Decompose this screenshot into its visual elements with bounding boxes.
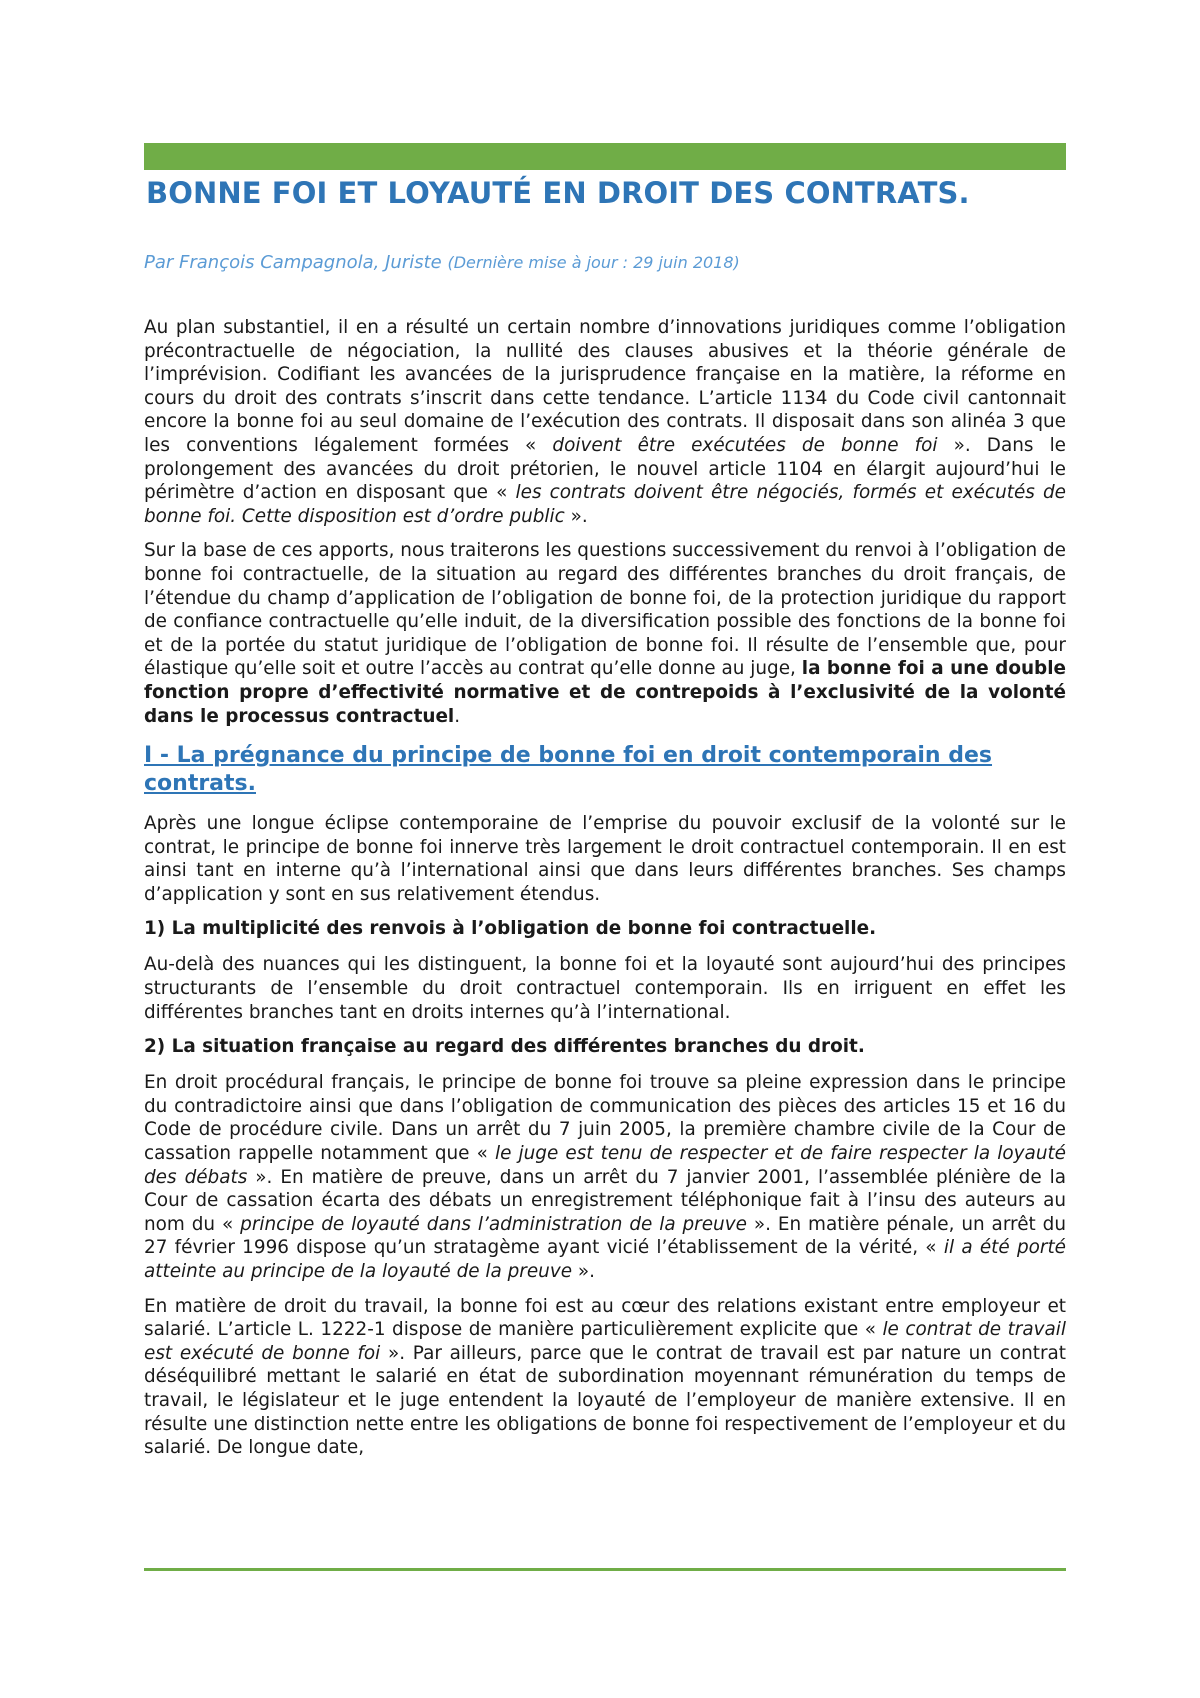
text-run: ». En matière pénale, un arrêt du 27 février 1996 dispose qu’un stratagème ayant vicié l’établissement de la vérité, « — [144, 1213, 1066, 1259]
subsection-heading-2: 2) La situation française au regard des différentes branches du droit. — [144, 1036, 865, 1058]
text-run: ». En matière de preuve, dans un arrêt du 7 janvier 2001, l’assemblée plénière de la Cour de cassation écarta des débats un enregistrement téléphonique fait à l’insu des auteurs au nom du « — [144, 1166, 1067, 1235]
intro-paragraph-1 — [144, 316, 1066, 528]
subsection-2-paragraph-2 — [144, 1295, 1066, 1460]
document-title: BONNE FOI ET LOYAUTÉ EN DROIT DES CONTRATS. — [146, 176, 970, 210]
text-run: Au plan substantiel, il en a résulté un certain nombre d’innovations juridiques comme l’obligation précontractuelle de négociation, la nullité des clauses abusives et la théorie générale de l’imprévision. Codifiant les avancées de la jurisprudence française en la matière, la réforme en cours du droit des contrats s’inscrit dans cette tendance. L’article 1134 du Code civil cantonnait encore la bonne foi au seul domaine de l’exécution des contrats. Il disposait dans son alinéa 3 que les conventions légalement formées « — [144, 317, 1066, 456]
text-run: En matière de droit du travail, la bonne foi est au cœur des relations existant entre employeur et salarié. L’article L. 1222-1 dispose de manière particulièrement explicite que « — [144, 1295, 1066, 1341]
text-run: Sur la base de ces apports, nous traiterons les questions successivement du renvoi à l’obligation de bonne foi contractuelle, de la situation au regard des différentes branches du droit français, de l’étendue du champ d’application de l’obligation de bonne foi, de la protection juridique du rapport de confiance contractuelle qu’elle induit, de la diversification possible des fonctions de la bonne foi et de la portée du statut juridique de l’obligation de bonne foi. Il résulte de l’ensemble que, pour élastique qu’elle soit et outre l’accès au contrat qu’elle donne au juge, — [144, 540, 1066, 680]
text-run: . — [454, 705, 461, 727]
section-1-paragraph-1: Après une longue éclipse contemporaine de l’emprise du pouvoir exclusif de la volonté sur le contrat, le principe de bonne foi innerve très largement le droit contractuel contemporain. Il en est ainsi tant en interne qu’à l’international ainsi que dans leurs différentes branches. Ses champs d’application y sont en sus relativement étendus. — [144, 813, 1066, 905]
subsection-1-paragraph-1: Au-delà des nuances qui les distinguent, la bonne foi et la loyauté sont aujourd’hui des principes structurants de l’ensemble du droit contractuel contemporain. Ils en irriguent en effet les différentes branches tant en droits internes qu’à l’international. — [144, 954, 1066, 1023]
intro-paragraph-2 — [144, 539, 1066, 728]
emphasis-bold: la bonne foi a une double fonction propre d’effectivité normative et de contrepoids à l’exclusivité de la volonté dans le processus contractuel — [144, 658, 1066, 727]
byline — [144, 252, 740, 273]
text-run: ». — [572, 1261, 595, 1282]
text-run: ». — [564, 505, 588, 527]
text-run: En droit procédural français, le principe de bonne foi trouve sa pleine expression dans le principe du contradictoire ainsi que dans l’obligation de communication des pièces des articles 15 et 16 du Code de procédure civile. Dans un arrêt du 7 juin 2005, la première chambre civile de la Cour de cassation rappelle notamment que « — [144, 1072, 1066, 1165]
quotation: les contrats doivent être négociés, formés et exécutés de bonne foi. Cette disposition est d’ordre public — [144, 482, 1066, 527]
byline-author: Par François Campagnola, Juriste — [144, 252, 442, 273]
text-run: ». Dans le prolongement des avancées du droit prétorien, le nouvel article 1104 en élargit aujourd’hui le périmètre d’action en disposant que « — [144, 434, 1066, 504]
header-accent-bar — [144, 143, 1066, 170]
footer-accent-line — [144, 1568, 1066, 1571]
subsection-2-paragraph-1 — [144, 1071, 1066, 1283]
quotation: il a été porté atteinte au principe de la loyauté de la preuve — [144, 1237, 1066, 1282]
byline-date: (Dernière mise à jour : 29 juin 2018) — [447, 253, 740, 272]
document-body — [144, 316, 1066, 1471]
quotation: doivent être exécutées de bonne foi — [552, 434, 938, 456]
subsection-heading-1: 1) La multiplicité des renvois à l’obligation de bonne foi contractuelle. — [144, 918, 877, 940]
quotation: le contrat de travail est exécuté de bonne foi — [144, 1319, 1066, 1364]
quotation: le juge est tenu de respecter et de faire respecter la loyauté des débats — [144, 1143, 1066, 1188]
text-run: ». Par ailleurs, parce que le contrat de travail est par nature un contrat déséquilibré mettant le salarié en état de subordination moyennant rémunération du temps de travail, le législateur et le juge entendent la loyauté de l’employeur de manière extensive. Il en résulte une distinction nette entre les obligations de bonne foi respectivement de l’employeur et du salarié. De longue date, — [144, 1342, 1066, 1459]
quotation: principe de loyauté dans l’administration de la preuve — [240, 1213, 747, 1235]
section-heading-1: I - La prégnance du principe de bonne foi en droit contemporain des contrats. — [144, 743, 993, 797]
